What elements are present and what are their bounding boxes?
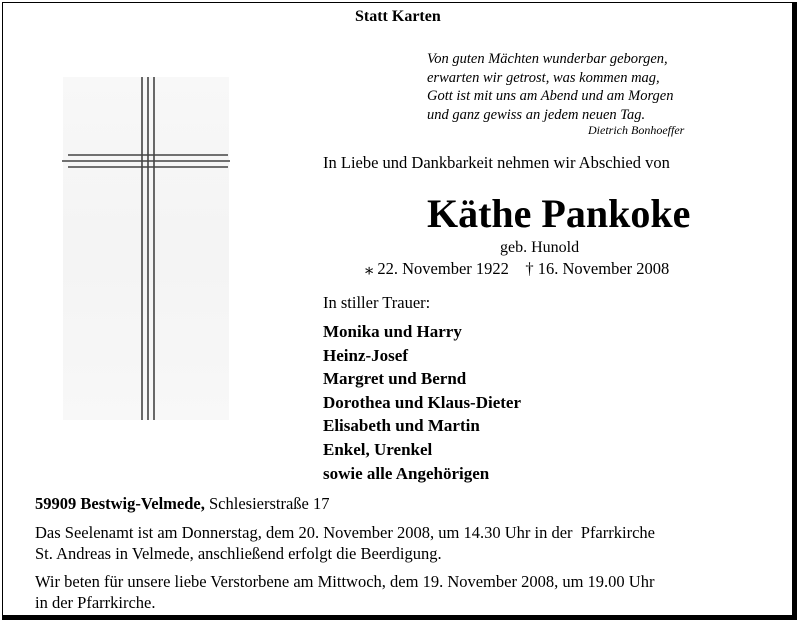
info-line: in der Pfarrkirche. [35,593,156,612]
poem-line: Gott ist mit uns am Abend und am Morgen [427,88,674,104]
mourner-entry: Elisabeth und Martin [323,416,480,436]
mourner-entry: Enkel, Urenkel [323,439,433,459]
requiem-info [35,522,655,564]
maiden-name: geb. Hunold [500,239,580,256]
cross-icon [60,75,235,425]
info-line: Wir beten für unsere liebe Verstorbene am Mittwoch, dem 19. November 2008, um 19.00 Uhr [35,572,655,591]
header-title: Statt Karten [355,8,441,25]
poem [427,50,674,124]
poem-author: Dietrich Bonhoeffer [588,123,685,137]
poem-line: und ganz gewiss an jedem neuen Tag. [427,106,646,123]
info-line: Das Seelenamt ist am Donnerstag, dem 20. November 2008, um 14.30 Uhr in der Pfarrkirche [35,523,655,542]
mourners-list [323,320,521,485]
mourner-entry: Monika und Harry [323,322,462,341]
address-line [35,494,330,514]
poem-line: erwarten wir getrost, was kommen mag, [427,69,660,86]
address-street: Schlesierstraße 17 [209,494,330,513]
mourner-entry: Heinz-Josef [323,345,408,365]
mourner-entry: Margret und Bernd [323,369,467,389]
mourner-entry: Dorothea und Klaus-Dieter [323,392,522,412]
intro-text: In Liebe und Dankbarkeit nehmen wir Abschied von [323,153,670,172]
mourner-entry: sowie alle Angehörigen [323,463,490,483]
poem-line: Von guten Mächten wunderbar geborgen, [427,51,668,67]
mourning-label: In stiller Trauer: [323,293,431,312]
life-dates: ⁎ 22. November 1922 † 16. November 2008 [365,259,670,278]
prayer-info [35,571,654,613]
deceased-name: Käthe Pankoke [427,191,691,236]
info-line: St. Andreas in Velmede, anschließend erfolgt die Beerdigung. [35,544,442,563]
address-place: 59909 Bestwig-Velmede, [35,494,205,513]
